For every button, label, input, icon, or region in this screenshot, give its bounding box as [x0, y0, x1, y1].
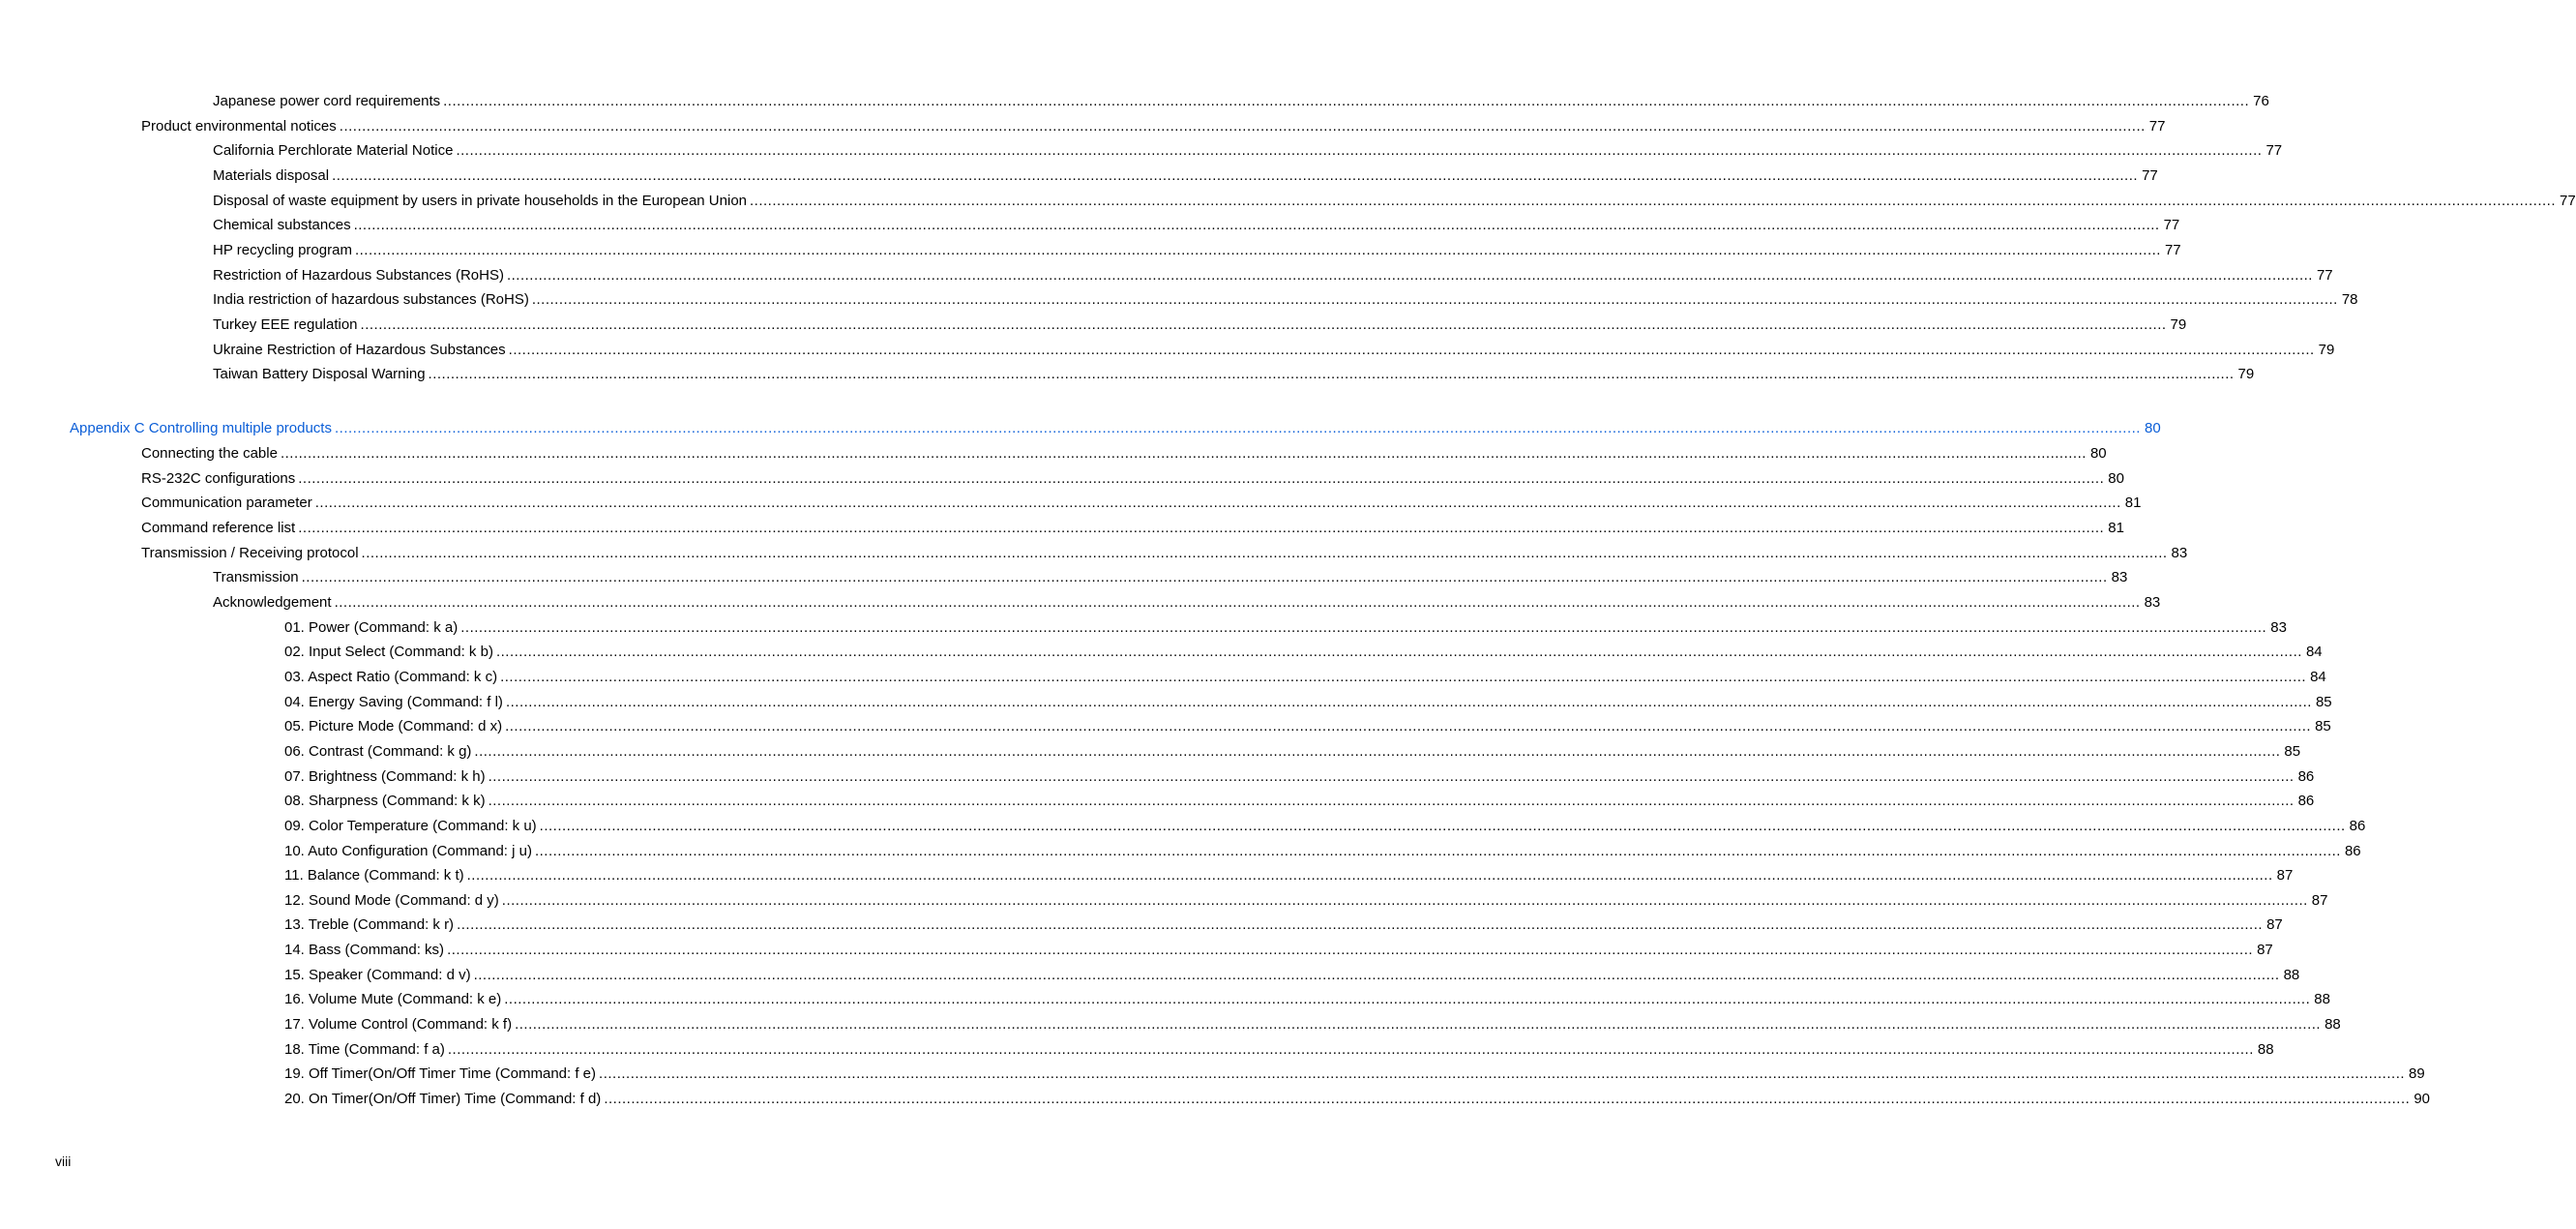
toc-entry-title: 05. Picture Mode (Command: d x) [284, 718, 503, 734]
toc-leader-dots: ................................................................................................................................................................................................................................................................................................................................................................................................................ [539, 818, 2346, 834]
toc-entry[interactable] [284, 941, 2273, 960]
toc-entry-title: Ukraine Restriction of Hazardous Substances [213, 342, 506, 358]
toc-entry-title: Transmission / Receiving protocol [141, 545, 359, 561]
toc-entry-title: California Perchlorate Material Notice [213, 142, 454, 159]
toc-entry[interactable] [141, 444, 2107, 464]
toc-entry-title: Materials disposal [213, 167, 330, 184]
toc-entry-page: 79 [2170, 316, 2187, 333]
toc-leader-dots: ................................................................................................................................................................................................................................................................................................................................................................................................................ [508, 342, 2315, 358]
toc-appendix-link[interactable] [70, 419, 2161, 438]
toc-entry-page: 89 [2409, 1065, 2425, 1082]
toc-leader-dots: ................................................................................................................................................................................................................................................................................................................................................................................................................ [361, 545, 2168, 561]
toc-leader-dots: ................................................................................................................................................................................................................................................................................................................................................................................................................ [334, 420, 2141, 436]
toc-entry-page: 77 [2164, 242, 2181, 258]
toc-entry[interactable] [284, 792, 2315, 811]
toc-entry[interactable] [284, 1064, 2425, 1084]
toc-entry[interactable] [213, 593, 2161, 613]
toc-entry-page: 77 [2142, 167, 2158, 184]
toc-entry-title: 12. Sound Mode (Command: d y) [284, 892, 499, 909]
toc-entry[interactable] [213, 315, 2187, 335]
toc-entry-title: 01. Power (Command: k a) [284, 619, 459, 636]
toc-entry-page: 87 [2266, 916, 2283, 933]
toc-entry-title: 04. Energy Saving (Command: f l) [284, 694, 503, 710]
toc-entry-title: 19. Off Timer(On/Off Timer Time (Command: f e) [284, 1065, 597, 1082]
toc-entry[interactable] [141, 469, 2124, 489]
toc-entry-title: 10. Auto Configuration (Command: j u) [284, 843, 532, 859]
toc-entry[interactable] [284, 842, 2361, 861]
toc-entry-title: Restriction of Hazardous Substances (RoHS) [213, 267, 504, 284]
toc-entry-page: 88 [2314, 991, 2330, 1007]
toc-entry[interactable] [141, 544, 2188, 563]
toc-entry-page: 85 [2315, 694, 2332, 710]
toc-entry-title: Chemical substances [213, 217, 351, 233]
toc-leader-dots: ................................................................................................................................................................................................................................................................................................................................................................................................................ [750, 193, 2556, 209]
toc-leader-dots: ................................................................................................................................................................................................................................................................................................................................................................................................................ [515, 1016, 2322, 1033]
toc-leader-dots: ................................................................................................................................................................................................................................................................................................................................................................................................................ [443, 93, 2250, 109]
toc-entry[interactable] [284, 618, 2287, 638]
toc-leader-dots: ................................................................................................................................................................................................................................................................................................................................................................................................................ [298, 520, 2105, 536]
toc-entry[interactable] [213, 365, 2255, 384]
toc-entry[interactable] [284, 693, 2332, 712]
toc-leader-dots: ................................................................................................................................................................................................................................................................................................................................................................................................................ [280, 445, 2087, 462]
toc-entry-page: 77 [2148, 118, 2166, 135]
toc-entry-page: 83 [2144, 594, 2161, 611]
toc-entry[interactable] [213, 241, 2181, 260]
toc-entry-page: 84 [2310, 669, 2326, 685]
toc-entry[interactable] [141, 494, 2142, 513]
toc-leader-dots: ................................................................................................................................................................................................................................................................................................................................................................................................................ [505, 718, 2312, 734]
toc-leader-dots: ................................................................................................................................................................................................................................................................................................................................................................................................................ [599, 1065, 2406, 1082]
toc-entry-page: 80 [2144, 420, 2161, 436]
toc-entry-title: Command reference list [141, 520, 296, 536]
toc-leader-dots: ................................................................................................................................................................................................................................................................................................................................................................................................................ [534, 843, 2341, 859]
toc-entry-title: Turkey EEE regulation [213, 316, 358, 333]
toc-entry[interactable] [284, 767, 2315, 787]
toc-entry-page: 81 [2124, 495, 2142, 511]
toc-entry-page: 88 [2283, 967, 2300, 983]
toc-leader-dots: ................................................................................................................................................................................................................................................................................................................................................................................................................ [604, 1091, 2411, 1107]
toc-entry[interactable] [284, 643, 2323, 662]
toc-entry-title: Connecting the cable [141, 445, 278, 462]
toc-entry-title: Japanese power cord requirements [213, 93, 441, 109]
toc-entry-page: 77 [2560, 193, 2576, 209]
toc-entry-title: 06. Contrast (Command: k g) [284, 743, 472, 760]
toc-entry[interactable] [284, 742, 2301, 762]
toc-entry[interactable] [284, 966, 2300, 985]
toc-leader-dots: ................................................................................................................................................................................................................................................................................................................................................................................................................ [334, 594, 2141, 611]
toc-entry-title: 13. Treble (Command: k r) [284, 916, 455, 933]
toc-entry-page: 76 [2253, 93, 2269, 109]
toc-entry-title: HP recycling program [213, 242, 352, 258]
toc-entry[interactable] [284, 717, 2331, 736]
toc-entry-title: 09. Color Temperature (Command: k u) [284, 818, 537, 834]
toc-entry-page: 87 [2257, 942, 2273, 958]
toc-leader-dots: ................................................................................................................................................................................................................................................................................................................................................................................................................ [495, 644, 2302, 660]
toc-entry-title: Taiwan Battery Disposal Warning [213, 366, 426, 382]
toc-entry-title: 07. Brightness (Command: k h) [284, 768, 486, 785]
toc-entry[interactable] [213, 290, 2358, 310]
toc-entry[interactable] [213, 341, 2335, 360]
toc-entry[interactable] [141, 117, 2166, 136]
toc-entry-title: RS-232C configurations [141, 470, 296, 487]
toc-leader-dots: ................................................................................................................................................................................................................................................................................................................................................................................................................ [466, 867, 2273, 884]
toc-leader-dots: ................................................................................................................................................................................................................................................................................................................................................................................................................ [531, 291, 2338, 308]
toc-leader-dots: ................................................................................................................................................................................................................................................................................................................................................................................................................ [474, 743, 2281, 760]
toc-leader-dots: ................................................................................................................................................................................................................................................................................................................................................................................................................ [447, 1041, 2254, 1058]
toc-leader-dots: ................................................................................................................................................................................................................................................................................................................................................................................................................ [506, 267, 2313, 284]
toc-entry[interactable] [213, 266, 2333, 285]
toc-entry-page: 80 [2108, 470, 2124, 487]
footer-page-number: viii [55, 1154, 72, 1169]
toc-entry[interactable] [213, 92, 2269, 111]
toc-entry[interactable] [284, 1040, 2274, 1060]
toc-entry-page: 86 [2297, 793, 2315, 809]
toc-entry-page: 85 [2284, 743, 2301, 760]
toc-leader-dots: ................................................................................................................................................................................................................................................................................................................................................................................................................ [332, 167, 2139, 184]
toc-entry[interactable] [284, 1090, 2430, 1109]
toc-entry[interactable] [284, 817, 2366, 836]
toc-entry-title: 14. Bass (Command: ks) [284, 942, 445, 958]
toc-entry-page: 77 [2163, 217, 2180, 233]
toc-entry-title: 08. Sharpness (Command: k k) [284, 793, 486, 809]
toc-entry-page: 77 [2265, 142, 2283, 159]
toc-entry-title: 20. On Timer(On/Off Timer) Time (Command: f d) [284, 1091, 602, 1107]
toc-entry-page: 83 [2111, 569, 2128, 585]
toc-entry[interactable] [213, 141, 2283, 161]
toc-leader-dots: ................................................................................................................................................................................................................................................................................................................................................................................................................ [298, 470, 2105, 487]
toc-leader-dots: ................................................................................................................................................................................................................................................................................................................................................................................................................ [339, 118, 2146, 135]
toc-leader-dots: ................................................................................................................................................................................................................................................................................................................................................................................................................ [500, 669, 2307, 685]
toc-entry-page: 86 [2349, 818, 2366, 834]
toc-entry-title: 17. Volume Control (Command: k f) [284, 1016, 513, 1033]
toc-entry-page: 80 [2089, 445, 2107, 462]
toc-entry-title: 02. Input Select (Command: k b) [284, 644, 493, 660]
toc-entry-page: 85 [2315, 718, 2331, 734]
toc-entry-page: 83 [2270, 619, 2287, 636]
toc-entry-title: 18. Time (Command: f a) [284, 1041, 445, 1058]
toc-leader-dots: ................................................................................................................................................................................................................................................................................................................................................................................................................ [488, 768, 2295, 785]
toc-entry[interactable] [284, 668, 2326, 687]
toc-entry[interactable] [284, 915, 2283, 935]
toc-entry-title: Transmission [213, 569, 299, 585]
toc-entry[interactable] [213, 166, 2158, 186]
toc-entry[interactable] [284, 990, 2330, 1009]
toc-leader-dots: ................................................................................................................................................................................................................................................................................................................................................................................................................ [301, 569, 2108, 585]
toc-entry-page: 79 [2318, 342, 2335, 358]
toc-entry-page: 81 [2108, 520, 2124, 536]
toc-entry-title: Appendix C Controlling multiple products [70, 420, 332, 436]
toc-entry-title: Communication parameter [141, 495, 312, 511]
toc-leader-dots: ................................................................................................................................................................................................................................................................................................................................................................................................................ [504, 991, 2311, 1007]
toc-entry-page: 77 [2316, 267, 2333, 284]
toc-leader-dots: ................................................................................................................................................................................................................................................................................................................................................................................................................ [501, 892, 2308, 909]
toc-entry[interactable] [284, 866, 2294, 885]
toc-entry-page: 83 [2171, 545, 2188, 561]
toc-entry[interactable] [284, 1015, 2341, 1034]
toc-entry-page: 90 [2413, 1091, 2430, 1107]
toc-entry[interactable] [213, 568, 2128, 587]
toc-entry-page: 87 [2311, 892, 2328, 909]
toc-leader-dots: ................................................................................................................................................................................................................................................................................................................................................................................................................ [456, 142, 2263, 159]
toc-leader-dots: ................................................................................................................................................................................................................................................................................................................................................................................................................ [457, 916, 2264, 933]
toc-leader-dots: ................................................................................................................................................................................................................................................................................................................................................................................................................ [314, 495, 2121, 511]
toc-entry-title: 11. Balance (Command: k t) [284, 867, 464, 884]
toc-leader-dots: ................................................................................................................................................................................................................................................................................................................................................................................................................ [460, 619, 2267, 636]
toc-entry-page: 86 [2297, 768, 2315, 785]
toc-entry-title: Disposal of waste equipment by users in private households in the European Union [213, 193, 747, 209]
toc-entry-page: 79 [2237, 366, 2255, 382]
toc-entry[interactable] [213, 192, 2576, 211]
toc-leader-dots: ................................................................................................................................................................................................................................................................................................................................................................................................................ [473, 967, 2280, 983]
toc-entry-page: 88 [2257, 1041, 2274, 1058]
toc-entry[interactable] [213, 216, 2180, 235]
toc-leader-dots: ................................................................................................................................................................................................................................................................................................................................................................................................................ [360, 316, 2167, 333]
toc-leader-dots: ................................................................................................................................................................................................................................................................................................................................................................................................................ [488, 793, 2295, 809]
toc-entry-page: 78 [2341, 291, 2358, 308]
toc-leader-dots: ................................................................................................................................................................................................................................................................................................................................................................................................................ [447, 942, 2254, 958]
toc-entry-title: Acknowledgement [213, 594, 332, 611]
toc-entry-page: 87 [2276, 867, 2294, 884]
toc-entry-title: 03. Aspect Ratio (Command: k c) [284, 669, 498, 685]
toc-leader-dots: ................................................................................................................................................................................................................................................................................................................................................................................................................ [505, 694, 2312, 710]
toc-entry-title: 15. Speaker (Command: d v) [284, 967, 471, 983]
toc-leader-dots: ................................................................................................................................................................................................................................................................................................................................................................................................................ [354, 242, 2161, 258]
toc-entry[interactable] [284, 891, 2328, 911]
toc-leader-dots: ................................................................................................................................................................................................................................................................................................................................................................................................................ [428, 366, 2235, 382]
toc-entry-page: 86 [2344, 843, 2361, 859]
toc-entry[interactable] [141, 519, 2124, 538]
toc-entry-title: India restriction of hazardous substances (RoHS) [213, 291, 529, 308]
toc-entry-page: 84 [2305, 644, 2323, 660]
toc-entry-title: 16. Volume Mute (Command: k e) [284, 991, 502, 1007]
toc-entry-title: Product environmental notices [141, 118, 337, 135]
toc-leader-dots: ................................................................................................................................................................................................................................................................................................................................................................................................................ [353, 217, 2160, 233]
toc-entry-page: 88 [2324, 1016, 2341, 1033]
